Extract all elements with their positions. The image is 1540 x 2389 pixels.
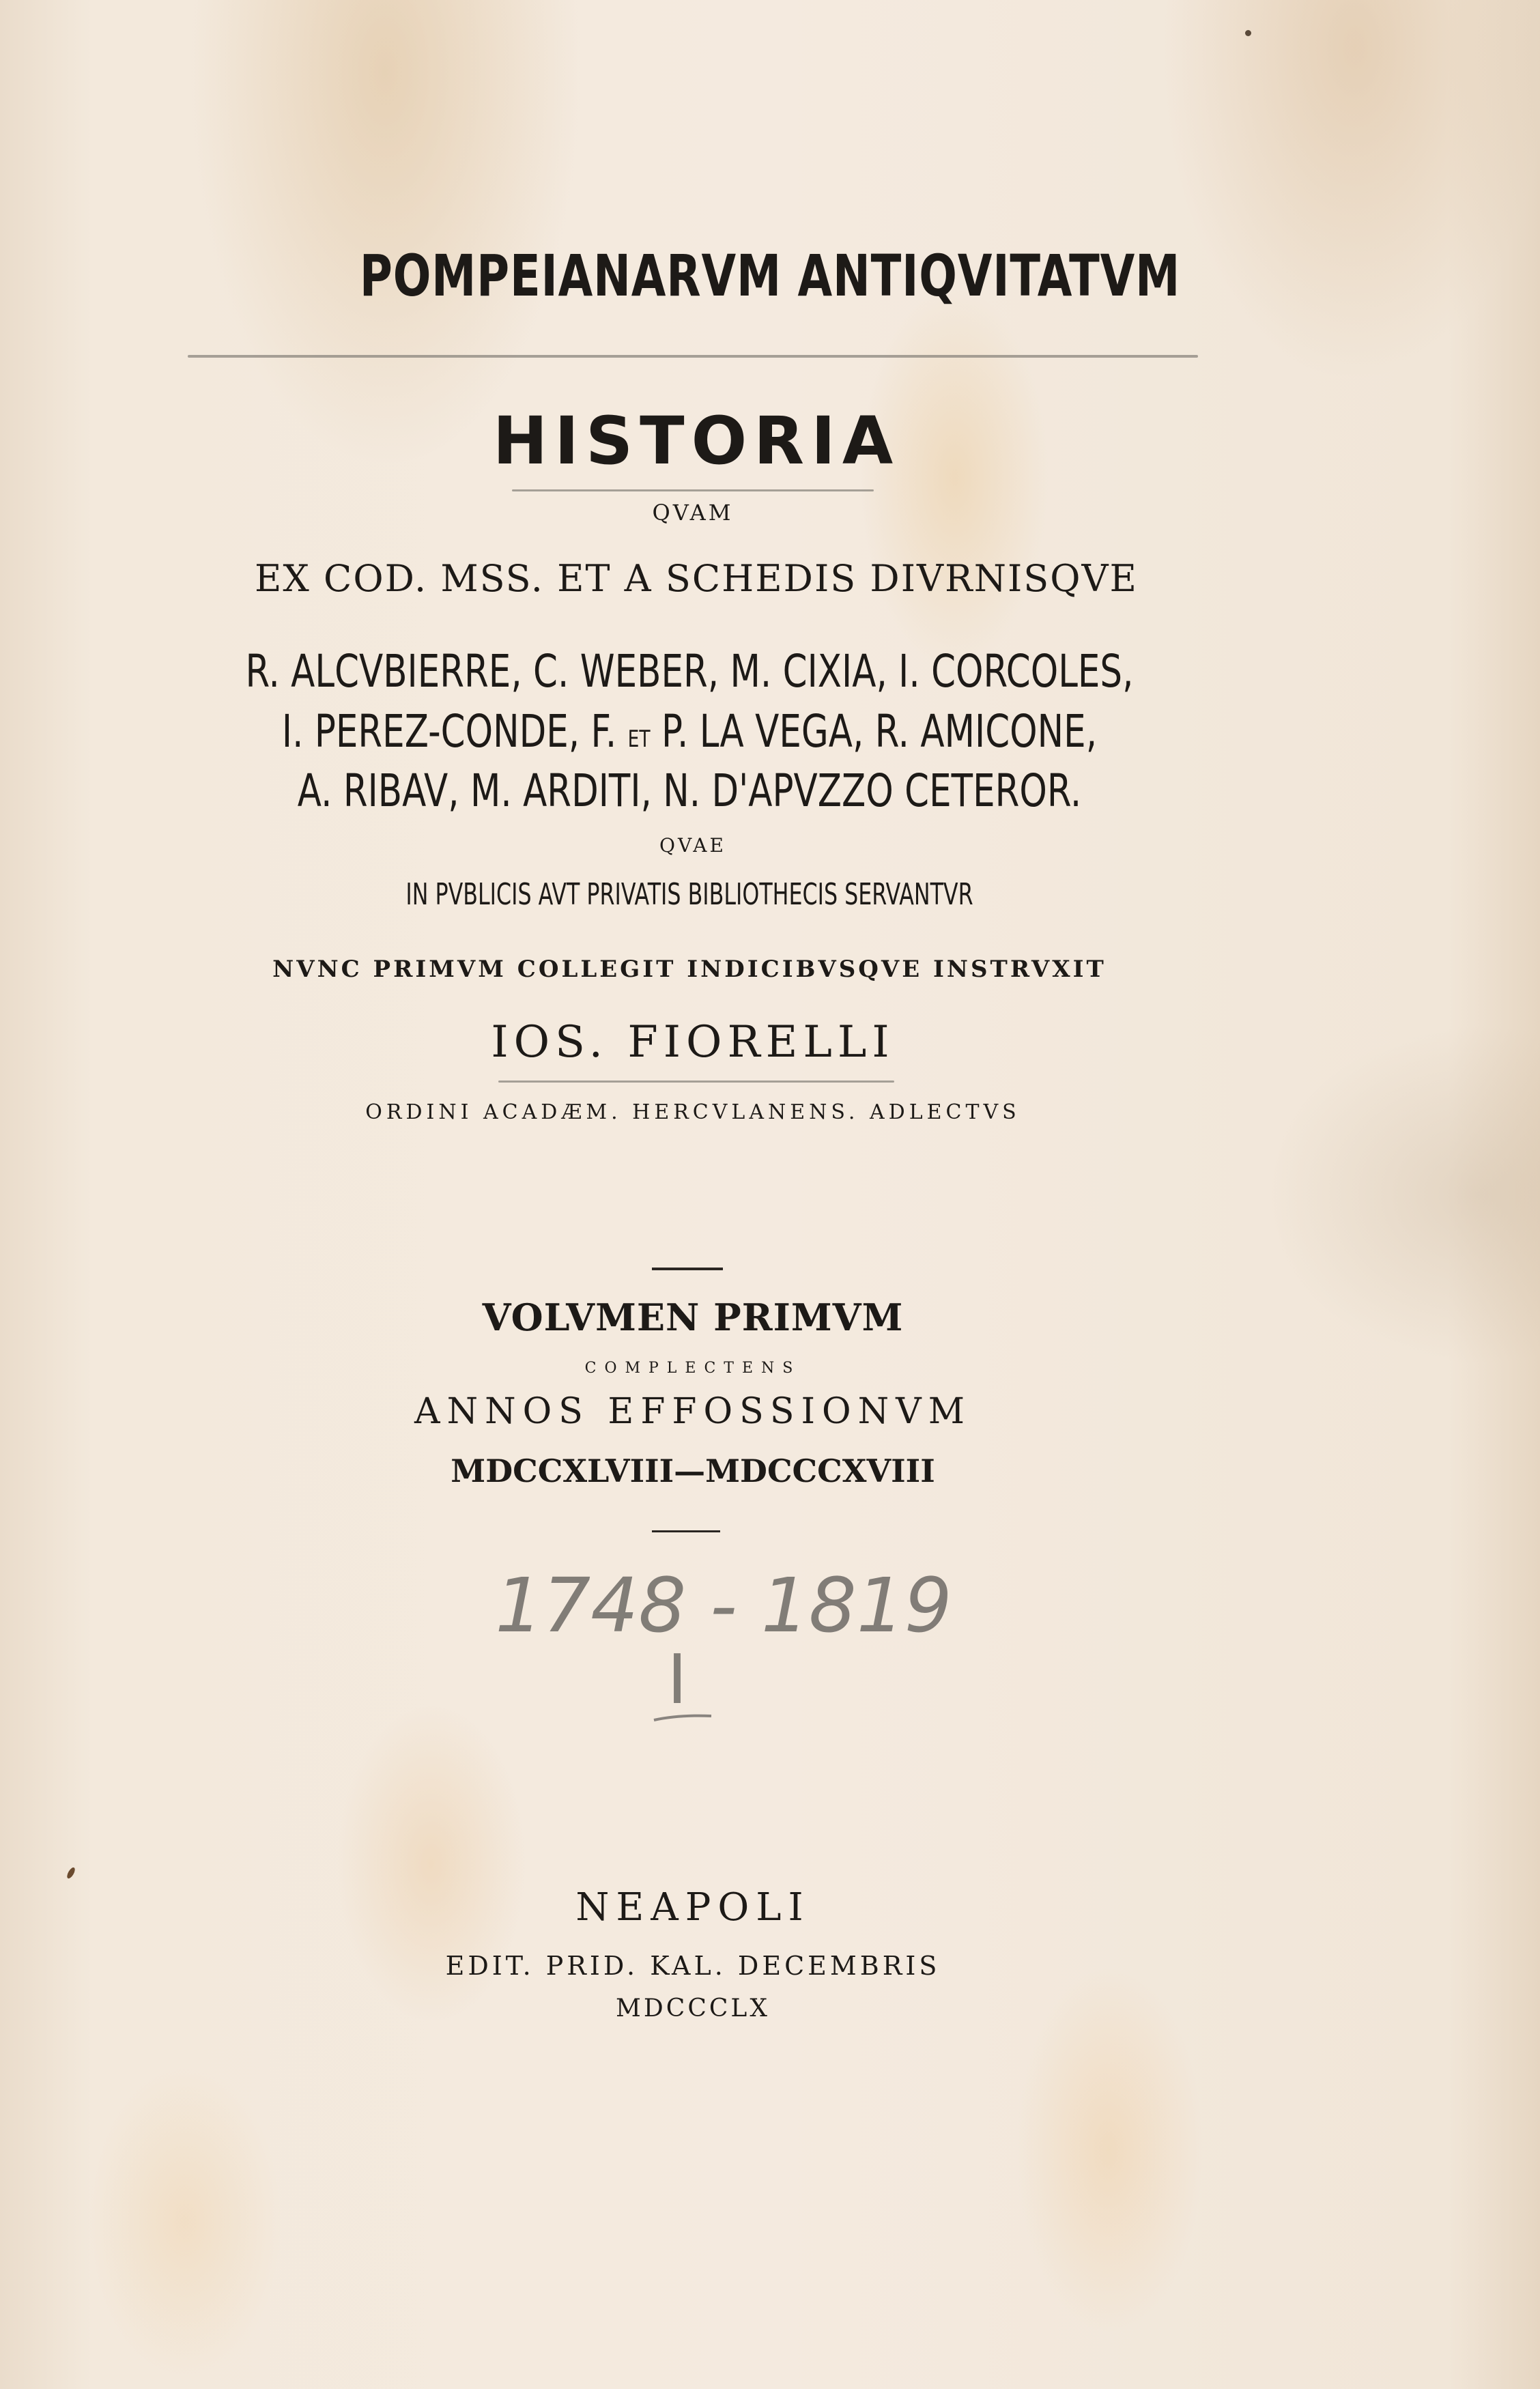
names-line-1: R. ALCVBIERRE, C. WEBER, M. CIXIA, I. CORCOLES, bbox=[245, 645, 1134, 698]
names-line-2-part-b: P. LA VEGA, R. AMICONE, bbox=[661, 705, 1098, 758]
title-line-1: POMPEIANARVM ANTIQVITATVM bbox=[359, 242, 1181, 309]
author-affiliation: ORDINI ACADÆM. HERCVLANENS. ADLECTVS bbox=[365, 1100, 1021, 1124]
complectens-text: COMPLECTENS bbox=[584, 1360, 801, 1377]
et-text: ET bbox=[627, 726, 651, 753]
divider-bottom bbox=[652, 1530, 720, 1532]
sources-line: EX COD. MSS. ET A SCHEDIS DIVRNISQVE bbox=[255, 557, 1138, 600]
volume-title: VOLVMEN PRIMVM bbox=[482, 1296, 904, 1339]
title-line-2: HISTORIA bbox=[492, 403, 900, 479]
edition-line: EDIT. PRID. KAL. DECEMBRIS bbox=[445, 1951, 941, 1981]
names-line-3: A. RIBAV, M. ARDITI, N. D'APVZZO CETEROR. bbox=[297, 764, 1082, 817]
pencil-note-volume: I bbox=[667, 1640, 687, 1719]
place-name: NEAPOLI bbox=[575, 1885, 810, 1930]
paper-speck bbox=[1245, 30, 1251, 36]
author-name: IOS. FIORELLI bbox=[491, 1017, 895, 1068]
pencil-annotation bbox=[495, 1556, 952, 1734]
paper-speck bbox=[66, 1866, 76, 1880]
pencil-note-years: 1748 - 1819 bbox=[495, 1562, 952, 1649]
title-underline bbox=[188, 355, 1198, 358]
names-line-2-part-a: I. PEREZ-CONDE, F. bbox=[281, 705, 617, 758]
date-range: MDCCXLVIII—MDCCCXVIII bbox=[451, 1453, 935, 1489]
publication-year: MDCCCLX bbox=[616, 1994, 770, 2022]
collected-line: NVNC PRIMVM COLLEGIT INDICIBVSQVE INSTRVXIT bbox=[272, 956, 1107, 983]
quam-text: QVAM bbox=[652, 500, 734, 526]
names-line-2 bbox=[152, 705, 1227, 758]
annos-line: ANNOS EFFOSSIONVM bbox=[414, 1391, 971, 1432]
quae-text: QVAE bbox=[659, 834, 726, 857]
libraries-line: IN PVBLICIS AVT PRIVATIS BIBLIOTHECIS SERVANTVR bbox=[405, 877, 973, 912]
author-underline bbox=[498, 1081, 894, 1083]
divider-top bbox=[652, 1268, 723, 1270]
historia-underline bbox=[512, 489, 874, 491]
